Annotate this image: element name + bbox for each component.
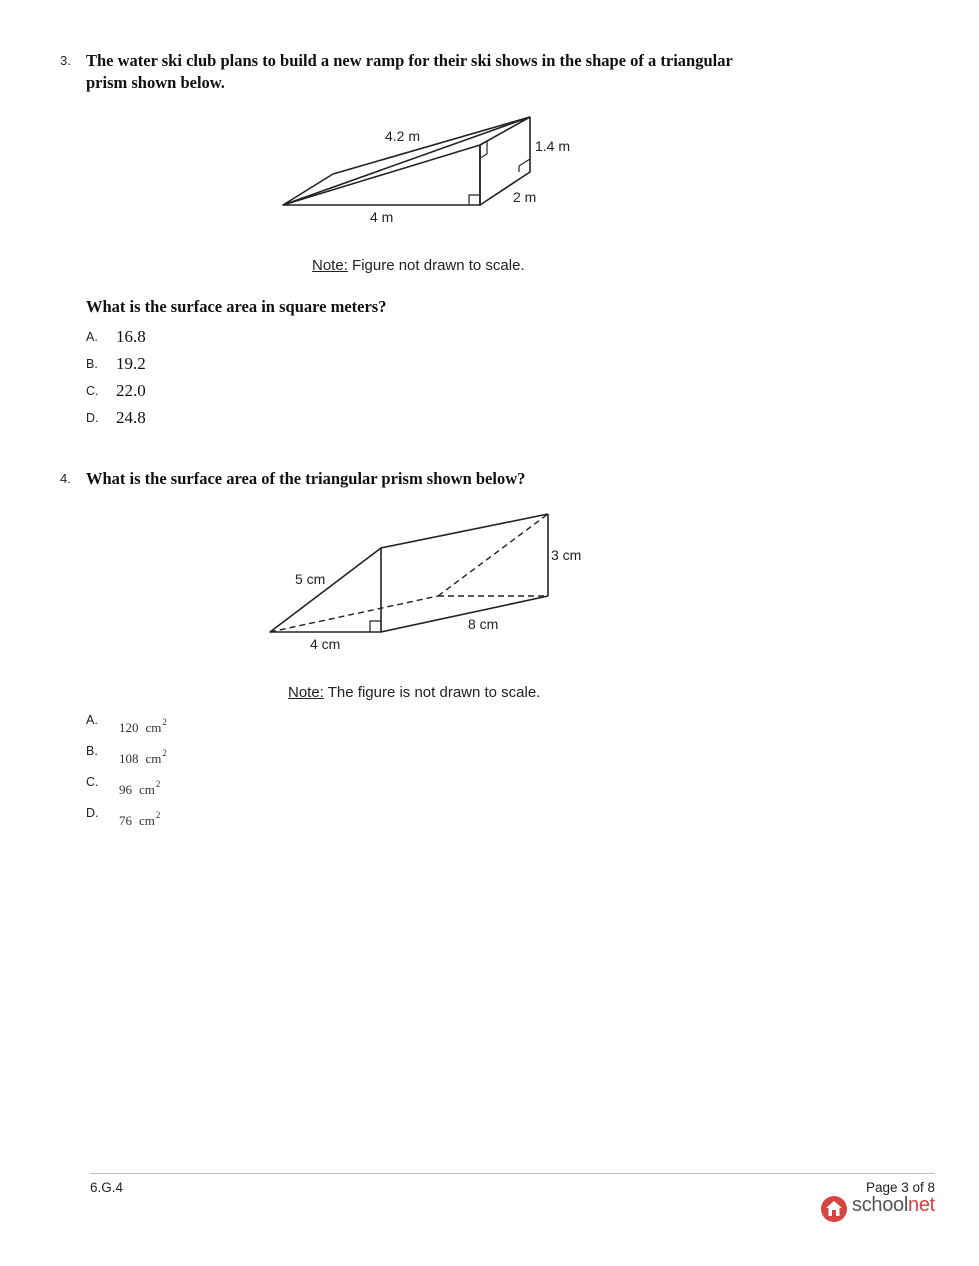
choice-letter: D. (86, 806, 99, 820)
choice-exponent: 2 (162, 748, 167, 758)
hidden-edge-bottom (270, 596, 438, 632)
prism-front-face (270, 548, 381, 632)
question-3-text-line2: prism shown below. (86, 73, 225, 92)
note-text: The figure is not drawn to scale. (323, 684, 541, 701)
note-prefix: Note: (312, 257, 348, 274)
choice-number: 120 (119, 720, 139, 735)
choice-letter: C. (86, 384, 99, 398)
choice-exponent: 2 (162, 717, 167, 727)
choice-letter: B. (86, 744, 98, 758)
choice-value (119, 717, 167, 736)
question-4-number: 4. (60, 471, 71, 486)
choice-unit: cm (139, 813, 155, 828)
brand-school: school (852, 1194, 909, 1216)
choice-value: 22.0 (116, 381, 146, 400)
ramp-front-face (283, 145, 480, 205)
choice-letter: D. (86, 411, 99, 425)
question-4-note (288, 684, 540, 701)
choice-value: 19.2 (116, 354, 146, 373)
label-hypotenuse: 4.2 m (385, 128, 421, 144)
choice-letter: A. (86, 330, 98, 344)
prism-top-edge (381, 514, 548, 548)
schoolnet-logo (820, 1195, 940, 1223)
choice-exponent: 2 (155, 810, 161, 820)
question-3-ramp-figure (270, 110, 600, 230)
footer-divider (90, 1173, 935, 1174)
choice-letter: A. (86, 713, 98, 727)
label-depth: 2 m (513, 189, 537, 205)
home-icon (820, 1195, 848, 1223)
question-3-text-line1: The water ski club plans to build a new ramp for their ski shows in the shape of a triangular (86, 51, 733, 70)
choice-exponent: 2 (155, 779, 161, 789)
question-3-note (312, 257, 525, 274)
prism-bottom-edge (381, 596, 548, 632)
label-height: 1.4 m (535, 138, 571, 154)
label-base: 4 cm (310, 636, 341, 652)
question-3-prompt: What is the surface area in square meters? (86, 297, 387, 316)
choice-value (119, 779, 160, 798)
choice-value: 24.8 (116, 408, 146, 427)
choice-unit: cm (145, 751, 162, 766)
choice-number: 96 (119, 782, 132, 797)
choice-value (119, 748, 167, 767)
choice-unit: cm (139, 782, 155, 797)
note-prefix: Note: (288, 684, 324, 701)
footer-standard: 6.G.4 (90, 1180, 124, 1195)
choice-value: 16.8 (116, 327, 146, 346)
brand-wordmark (852, 1194, 935, 1217)
label-base: 4 m (370, 209, 394, 225)
question-3-number: 3. (60, 53, 71, 68)
question-4-prism-figure (260, 505, 600, 655)
choice-letter: C. (86, 775, 99, 789)
label-length: 8 cm (468, 616, 499, 632)
right-angle-mark-base (469, 195, 480, 205)
choice-number: 76 (119, 813, 132, 828)
choice-value (119, 810, 160, 829)
label-hypotenuse: 5 cm (295, 571, 326, 587)
note-text: Figure not drawn to scale. (347, 257, 525, 274)
ramp-rear-top-edge (333, 117, 530, 174)
right-angle-mark (370, 621, 381, 632)
choice-unit: cm (145, 720, 162, 735)
hidden-edge-diagonal (438, 514, 548, 596)
right-angle-mark-back (519, 159, 530, 172)
brand-net: net (908, 1194, 935, 1216)
choice-number: 108 (119, 751, 139, 766)
question-4-text: What is the surface area of the triangular prism shown below? (86, 469, 526, 488)
label-height: 3 cm (551, 547, 582, 563)
footer-page-number: Page 3 of 8 (865, 1180, 935, 1195)
choice-letter: B. (86, 357, 98, 371)
